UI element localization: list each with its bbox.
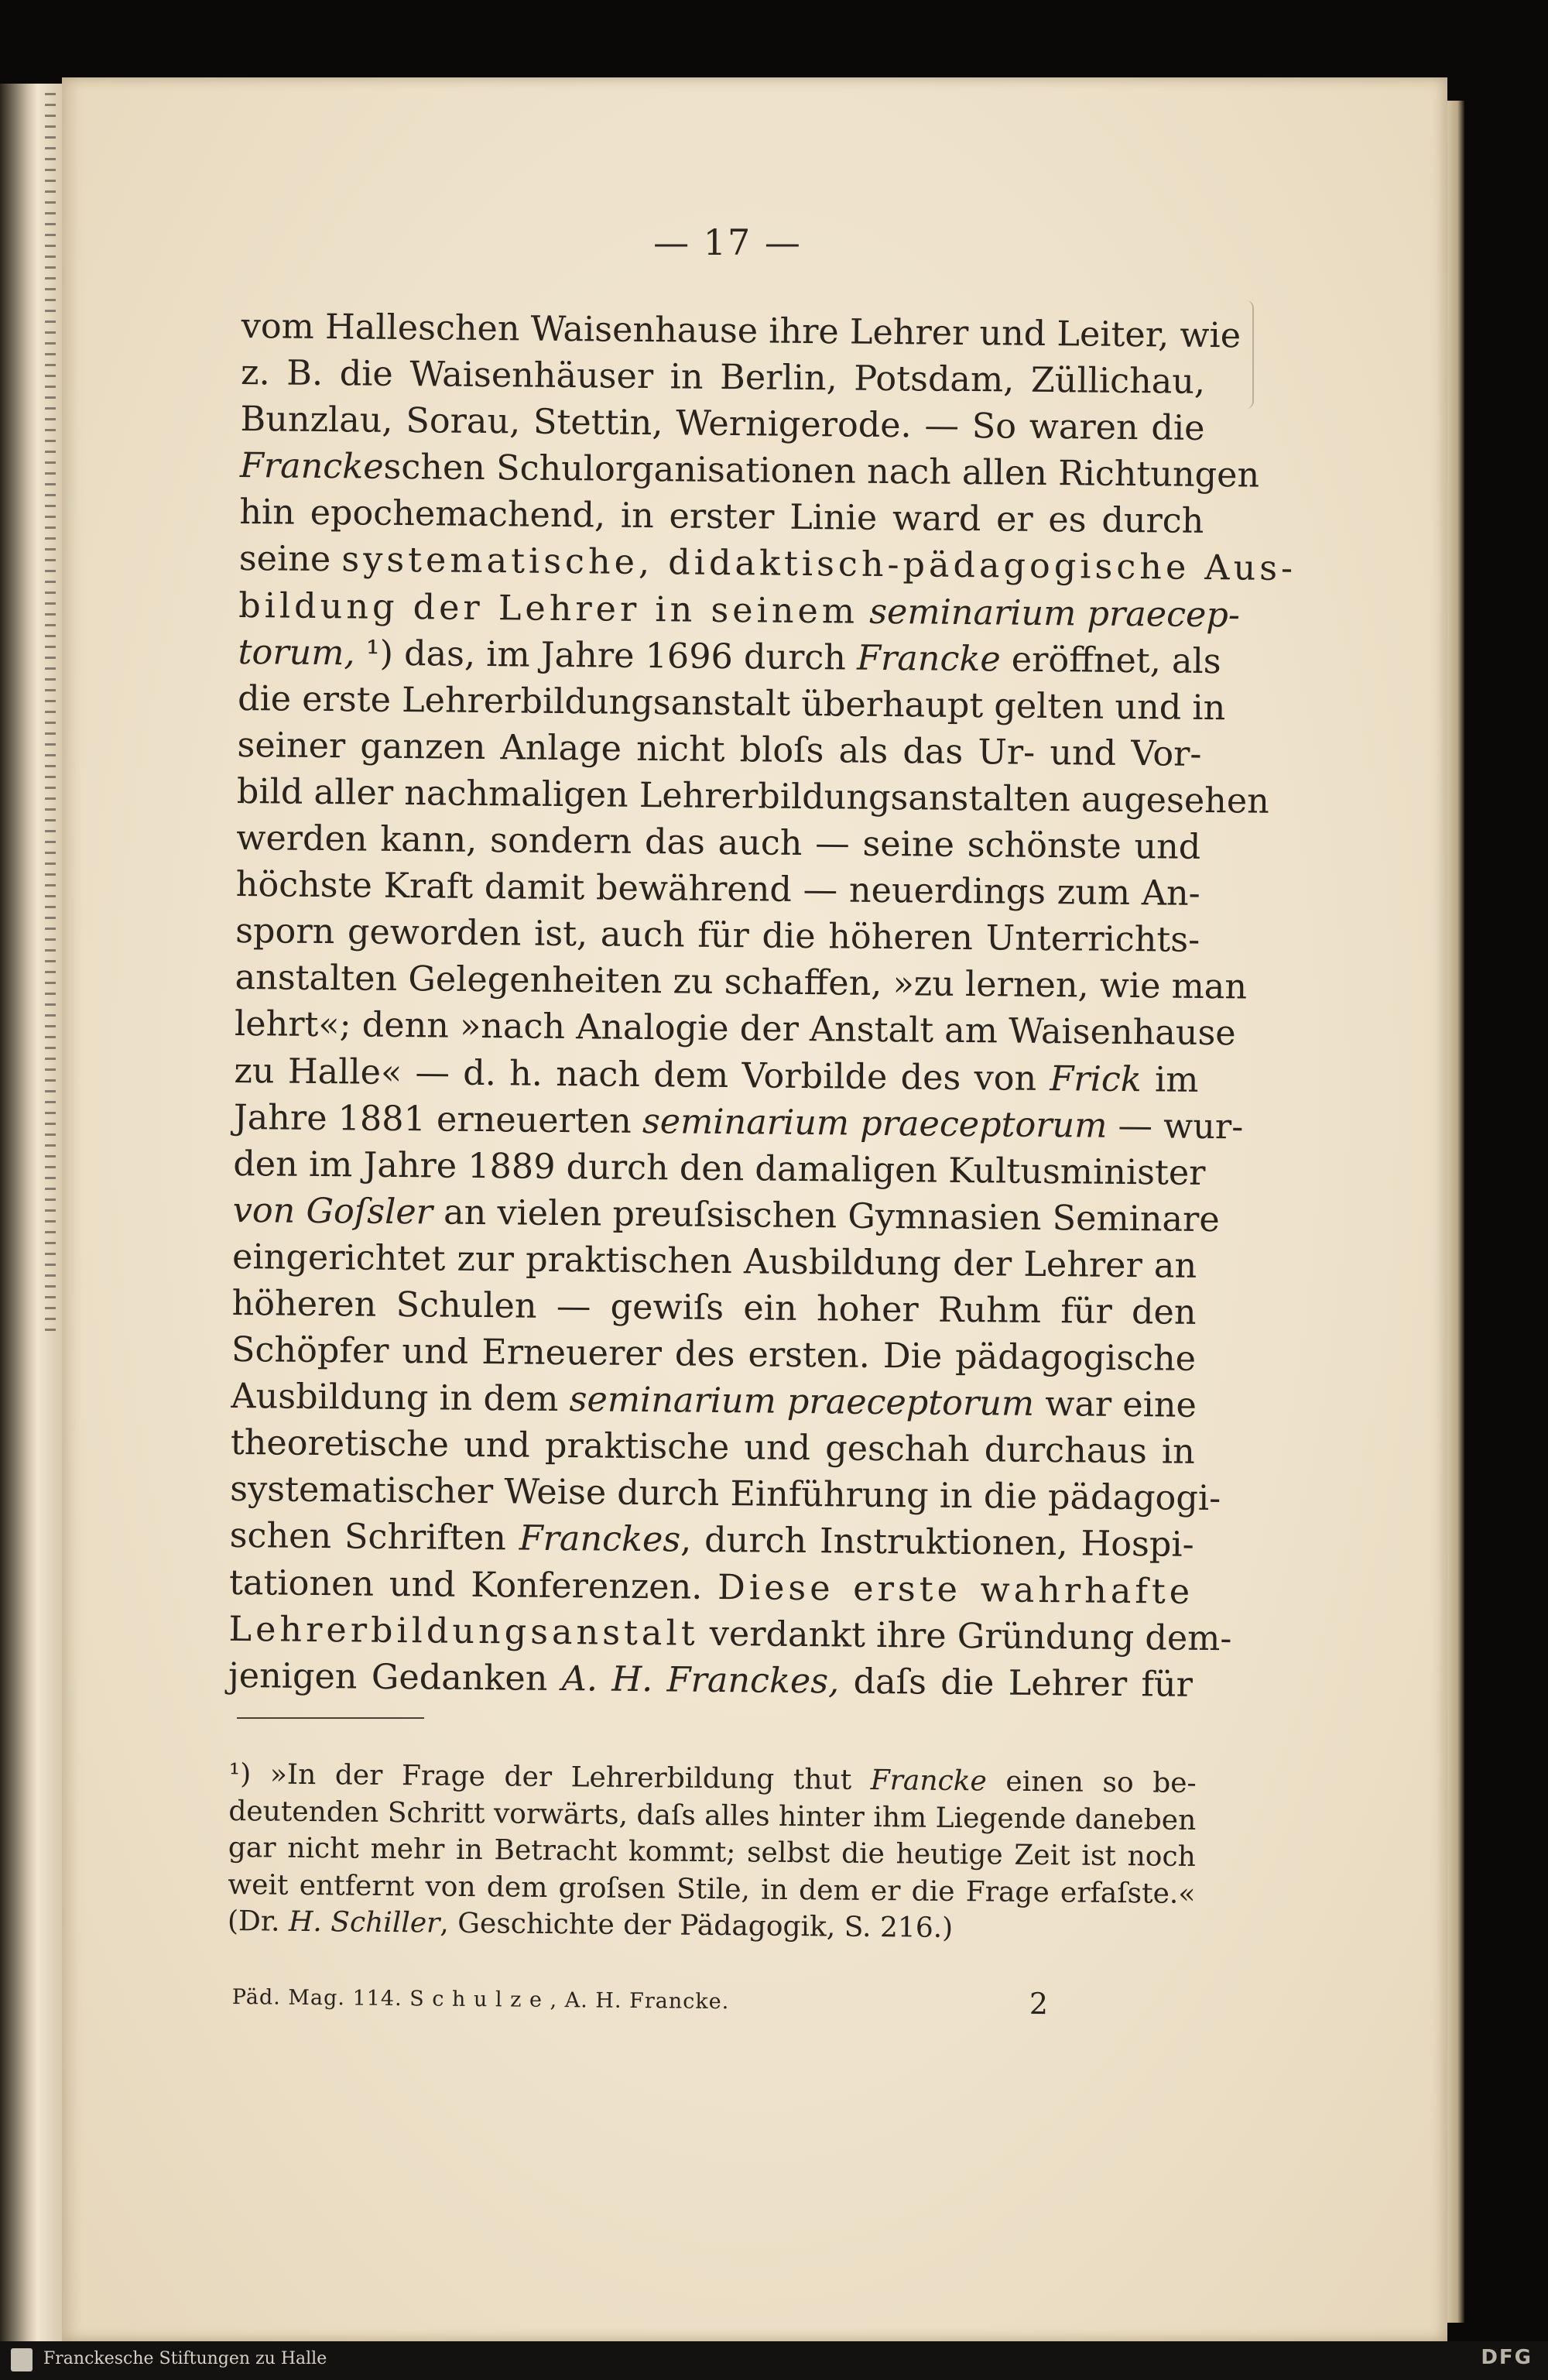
text-run: sporn geworden ist, auch für die höheren Unterrichts- — [235, 911, 1200, 961]
text-run: seine — [238, 539, 342, 580]
text-line — [228, 1653, 1194, 1709]
text-run: höchste Kraft damit bewährend — neuerdings zum An- — [235, 865, 1200, 914]
text-run: Bunzlau, Sorau, Stettin, Wernigerode. — So waren die — [240, 400, 1205, 449]
text-run: vom Halleschen Waisenhause ihre Lehrer und Leiter, wie — [241, 306, 1241, 356]
text-run: hin epochemachend, in erster Linie ward er es durch — [239, 492, 1204, 542]
text-run: deutenden Schritt vorwärts, daſs alles hinter ihm Liegende daneben — [228, 1795, 1197, 1836]
text-run: seiner ganzen Anlage nicht bloſs als das Ur- und Vor- — [237, 725, 1202, 774]
text-run: weit entfernt von dem groſsen Stile, in dem er die Frage erfaſste.« — [228, 1868, 1196, 1910]
text-run: A. H. Franckes, — [561, 1658, 840, 1702]
spine-stitching — [45, 93, 56, 1332]
footnote-divider — [237, 1717, 424, 1719]
text-run: Jahre 1881 erneuerten — [233, 1097, 643, 1141]
text-line — [238, 536, 1297, 592]
text-run: Francke — [239, 446, 384, 488]
text-run: systematische, didaktisch-pädagogische Aus- — [341, 540, 1297, 589]
margin-pencil-mark — [1241, 300, 1254, 409]
text-run: im — [1141, 1059, 1199, 1100]
text-run: die erste Lehrerbildungsanstalt überhaupt gelten und in — [237, 678, 1226, 728]
dfg-logo: DFG — [1481, 2346, 1533, 2369]
text-run: eröffnet, als — [1000, 640, 1221, 681]
footnote-block — [228, 1756, 1197, 1949]
text-run: seminarium praeceptorum — [569, 1380, 1035, 1425]
text-run: seminarium praeceptorum — [642, 1101, 1108, 1146]
text-line — [234, 1001, 1236, 1057]
text-run: Francke — [870, 1764, 988, 1798]
text-run: jenigen Gedanken — [228, 1655, 562, 1699]
text-run: ¹) das, im Jahre 1696 durch — [354, 633, 858, 678]
text-run: werden kann, sondern das auch — seine schönste und — [236, 818, 1201, 867]
text-line — [229, 1559, 1194, 1615]
text-line — [234, 1048, 1199, 1103]
text-run: verdankt ihre Gründung dem- — [698, 1614, 1232, 1658]
text-run: lehrt«; denn »nach Analogie der Anstalt am Waisenhause — [234, 1004, 1236, 1054]
page-number: — 17 — — [653, 221, 802, 263]
text-run: , Geschichte der Pädagogik, S. 216.) — [440, 1907, 954, 1944]
signature-text: Päd. Mag. 114. S c h u l z e , A. H. Francke. — [231, 1985, 730, 2015]
text-run: anstalten Gelegenheiten zu schaffen, »zu lernen, wie man — [235, 958, 1248, 1007]
text-run: tationen und Konferenzen. — [228, 1562, 718, 1607]
text-run: systematischer Weise durch Einführung in die pädagogi- — [230, 1469, 1221, 1519]
text-run: Schöpfer und Erneuerer des ersten. Die pädagogische — [231, 1330, 1197, 1379]
sheet-number: 2 — [1029, 1986, 1050, 2022]
text-run: zu Halle« — d. h. nach dem Vorbilde des von — [234, 1051, 1050, 1099]
institution-logo-icon — [11, 2348, 33, 2371]
text-run: Frick — [1050, 1058, 1142, 1099]
text-run: — wur- — [1107, 1106, 1244, 1147]
text-run: einen so be- — [986, 1765, 1197, 1799]
text-run: den im Jahre 1889 durch den damaligen Kultusminister — [233, 1144, 1206, 1193]
page-edge — [1447, 101, 1464, 2323]
main-text-block — [228, 304, 1297, 1709]
text-run: schen Schriften — [229, 1516, 520, 1559]
text-run: Francke — [856, 638, 1001, 680]
text-run: z. B. die Waisenhäuser in Berlin, Potsdam, Züllichau, — [240, 353, 1206, 403]
text-run: (Dr. — [227, 1905, 289, 1938]
text-run — [858, 592, 870, 631]
text-run: gar nicht mehr in Betracht kommt; selbst die heutige Zeit ist noch — [228, 1831, 1197, 1873]
text-run: Diese erste wahrhafte — [717, 1567, 1194, 1612]
text-run: eingerichtet zur praktischen Ausbildung der Lehrer an — [231, 1236, 1197, 1286]
text-run: theoretische und praktische und geschah durchaus in — [230, 1423, 1196, 1473]
text-run: , durch Instruktionen, Hospi- — [680, 1520, 1194, 1566]
text-run: Ausbildung in dem — [231, 1377, 570, 1420]
text-run: ¹) »In der Frage der Lehrerbildung thut — [228, 1758, 871, 1796]
text-run: seminarium praecep- — [868, 592, 1241, 635]
footer-credit: Franckesche Stiftungen zu Halle — [43, 2349, 327, 2368]
text-run: H. Schiller — [288, 1905, 440, 1939]
text-run: Lehrerbildungsanstalt — [228, 1609, 699, 1654]
text-run: bildung der Lehrer in seinem — [238, 585, 859, 632]
text-run: Franckes — [519, 1518, 681, 1560]
text-run: daſs die Lehrer für — [839, 1662, 1194, 1705]
text-run: höheren Schulen — gewiſs ein hoher Ruhm für den — [231, 1283, 1197, 1332]
text-line — [229, 1513, 1194, 1569]
text-run: an vielen preuſsischen Gymnasien Seminare — [432, 1192, 1220, 1240]
text-run: schen Schulorganisationen nach allen Richtungen — [383, 448, 1260, 496]
text-run: torum, — [238, 632, 355, 674]
text-run: von Goſsler — [232, 1190, 433, 1233]
text-run: bild aller nachmaligen Lehrerbildungsanstalten augesehen — [236, 771, 1270, 821]
text-run: war eine — [1033, 1384, 1197, 1426]
